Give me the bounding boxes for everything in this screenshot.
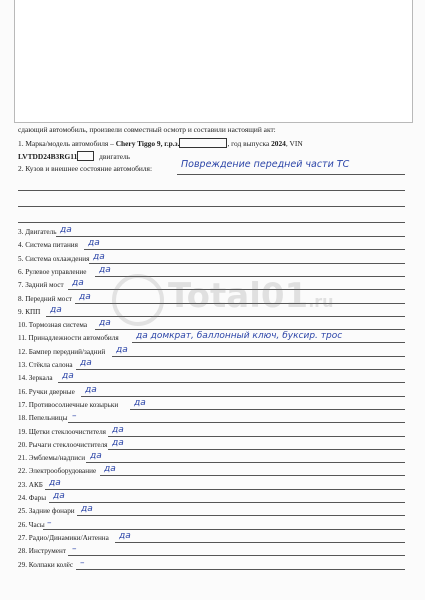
body-line-1 [177, 174, 405, 175]
checklist-item-label: 6. Рулевое управление [18, 267, 87, 276]
watermark-name: Total01 [168, 276, 309, 316]
checklist-item-label: 28. Инструмент [18, 547, 66, 556]
body-line-2 [18, 190, 405, 191]
checklist-item-value: да [80, 358, 92, 368]
checklist-item-line [68, 555, 405, 556]
reg-label: , г.р.з. [160, 139, 180, 148]
checklist-item-label: 16. Ручки дверные [18, 387, 75, 396]
checklist-item-label: 29. Колпаки колёс [18, 560, 74, 569]
body-line-4 [18, 222, 405, 223]
checklist-item-value: да [112, 437, 124, 448]
checklist-item-line [56, 236, 405, 237]
vin-line [18, 151, 130, 161]
checklist-item-value: да [88, 238, 100, 249]
checklist-item-line [77, 515, 405, 516]
checklist-item-value: – [47, 517, 52, 528]
checklist-item-value: да [99, 264, 111, 275]
checklist-item-line [86, 462, 405, 463]
checklist-item-value: да [99, 318, 111, 329]
year-label: , год выпуска [227, 139, 272, 148]
checklist-item-line [84, 249, 405, 250]
checklist-item-label: 24. Фары [18, 494, 47, 502]
checklist-item-label: 14. Зеркала [18, 374, 53, 383]
checklist-item-line [43, 529, 405, 530]
checklist-item-line [45, 489, 405, 490]
checklist-item-line [132, 342, 405, 343]
body-line-3 [18, 206, 405, 207]
checklist-item-label: 4. Система питания [18, 241, 78, 250]
checklist-item-value: да [49, 477, 61, 488]
checklist-item-value: да [85, 384, 97, 395]
vin-label: , VIN [285, 139, 303, 148]
reg-number-box [179, 138, 227, 148]
checklist-item-label: 11. Принадлежности автомобиля [18, 334, 119, 343]
checklist-item-label: 21. Эмблемы/надписи [18, 454, 86, 463]
checklist-item-value: да [60, 225, 72, 235]
watermark-logo-icon [112, 274, 164, 326]
checklist-item-value: – [80, 557, 85, 568]
checklist-item-label: 17. Противосолнечные козырьки [18, 400, 119, 409]
checklist-item-value: да [90, 451, 102, 462]
checklist-item-value: да [112, 424, 124, 435]
checklist-item-value: да [53, 491, 65, 501]
checklist-item-label: 22. Электрооборудование [18, 467, 97, 476]
checklist-item-label: 9. КПП [18, 307, 41, 316]
body-handwritten-note: Повреждение передней части ТС [181, 159, 350, 170]
checklist-item-line [76, 369, 405, 370]
checklist-item-line [112, 356, 405, 357]
engine-label: двигатель [99, 152, 131, 161]
checklist-item-value: да [62, 371, 74, 382]
redacted-area [14, 0, 413, 123]
vehicle-line [18, 138, 303, 148]
watermark [108, 268, 334, 328]
checklist-item-label: 19. Щетки стеклоочистителя [18, 427, 106, 436]
checklist-item-label: 10. Тормозная система [18, 321, 88, 330]
vehicle-model: Chery Tiggo 9 [115, 139, 161, 148]
checklist-item-line [95, 329, 405, 330]
checklist-item-label: 25. Задние фонари [18, 507, 75, 516]
checklist-item-line [108, 449, 405, 450]
checklist-item-line [81, 396, 405, 397]
checklist-item-line [89, 263, 405, 264]
checklist-item-value: да [79, 291, 91, 302]
checklist-item-value: да [134, 397, 146, 408]
checklist-item-value: – [72, 411, 77, 422]
checklist-item-value: да [50, 304, 62, 315]
checklist-item-label: 3. Двигатель [18, 228, 57, 236]
checklist-item-label: 8. Передний мост [18, 294, 72, 303]
checklist-item-line [49, 502, 405, 503]
vin-redacted-box [77, 151, 94, 161]
checklist-item-line [76, 569, 405, 570]
body-section-label: 2. Кузов и внешнее состояние автомобиля: [18, 164, 153, 173]
checklist-item-value: да [81, 504, 93, 515]
checklist-item-line [100, 475, 405, 476]
vehicle-prefix: 1. Марка/модель автомобиля – [18, 139, 116, 148]
checklist-item-value: да [72, 278, 84, 289]
checklist-item-value: да [116, 344, 128, 355]
watermark-suffix: .ru [308, 292, 334, 311]
checklist-item-label: 5. Система охлаждения [18, 254, 90, 263]
checklist-item-line [130, 409, 405, 410]
checklist-item-value: да [119, 530, 131, 541]
checklist-item-value: – [72, 544, 77, 555]
checklist-item-line [108, 436, 405, 437]
checklist-item-label: 23. АКБ [18, 480, 43, 489]
checklist-item-label: 27. Радио/Динамики/Антенна [18, 533, 109, 542]
header-text: сдающий автомобиль, произвели совместный осмотр и составили настоящий акт: [18, 125, 276, 134]
checklist-item-label: 18. Пепельницы [18, 414, 68, 423]
checklist-item-label: 7. Задний мост [18, 281, 64, 290]
checklist-item-line [68, 422, 405, 423]
checklist-item-value: да домкрат, баллонный ключ, буксир. трос [136, 331, 343, 342]
checklist-item-line [58, 382, 405, 383]
year-value: 2024 [271, 139, 286, 148]
checklist-item-value: да [93, 251, 105, 262]
checklist-item-label: 26. Часы [18, 520, 45, 529]
watermark-text [168, 276, 334, 316]
checklist-item-label: 12. Бампер передний/задний [18, 347, 106, 356]
checklist-item-label: 13. Стёкла салона [18, 361, 73, 369]
checklist-item-label: 20. Рычаги стеклоочистителя [18, 440, 108, 449]
checklist-item-line [115, 542, 405, 543]
checklist-item-value: да [104, 464, 116, 475]
vin-value: LVTDD24B3RG11 [18, 152, 78, 161]
